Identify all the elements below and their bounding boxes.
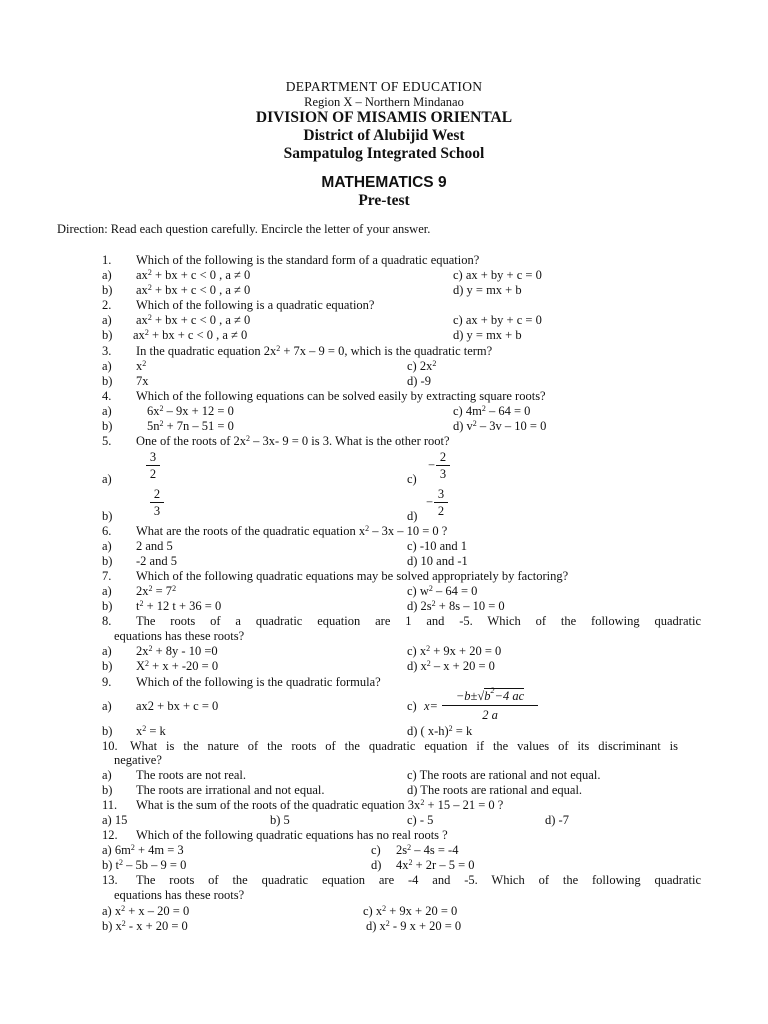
option-a[interactable]: $2x^2 = 7^2$ xyxy=(136,584,177,598)
question-number: 11. xyxy=(102,798,118,812)
option-b[interactable]: $t^2 + 12$ t + 36 = 0 xyxy=(136,599,222,613)
option-letter[interactable]: c) xyxy=(407,699,417,713)
option-c[interactable]: c) ax + by + c = 0 xyxy=(453,268,542,282)
question-number: 9. xyxy=(102,675,112,689)
option-letter[interactable]: a) xyxy=(102,359,112,373)
option-b[interactable]: b) $t^2 - 5b - 9 = 0$ xyxy=(102,858,187,872)
option-letter[interactable]: a) xyxy=(102,584,112,598)
option-b[interactable]: $ax^2$ + bx + c < 0 , a ≠ 0 xyxy=(136,283,251,297)
option-b[interactable]: The roots are irrational and not equal. xyxy=(136,783,325,797)
option-letter[interactable]: a) xyxy=(102,768,112,782)
option-letter[interactable]: b) xyxy=(102,659,113,673)
question-number: 12. xyxy=(102,828,118,842)
option-c[interactable]: c) ax + by + c = 0 xyxy=(453,313,542,327)
minus-sign: − xyxy=(426,495,434,509)
minus-sign: − xyxy=(428,458,436,472)
question-number: 6. xyxy=(102,524,112,538)
option-a[interactable]: $x^2$ xyxy=(136,359,147,373)
question-number: 4. xyxy=(102,389,112,403)
option-letter[interactable]: b) xyxy=(102,419,113,433)
question-number: 1. xyxy=(102,253,112,267)
option-b[interactable]: $X^2 + x + -20 = 0$ xyxy=(136,659,219,673)
option-letter[interactable]: b) xyxy=(102,554,113,568)
subject-title: MATHEMATICS 9 xyxy=(321,174,447,191)
question-text-cont: equations has these roots? xyxy=(114,629,245,643)
school-title: Sampatulog Integrated School xyxy=(283,145,485,162)
option-a[interactable]: $2x^2 + 8y - 10 =0$ xyxy=(136,644,218,658)
option-letter[interactable]: b) xyxy=(102,599,113,613)
question-text: Which of the following is a quadratic equation? xyxy=(136,298,375,312)
option-letter[interactable]: a) xyxy=(102,268,112,282)
option-a[interactable]: $ax^2$ + bx + c < 0 , a ≠ 0 xyxy=(136,313,251,327)
option-b[interactable]: b) $x^2 - x + 20 = 0$ xyxy=(102,919,188,933)
option-a[interactable]: a) $6m^2 + 4m = 3$ xyxy=(102,843,184,857)
option-a[interactable]: ax2 + bx + c = 0 xyxy=(136,699,219,713)
option-letter[interactable]: b) xyxy=(102,509,113,523)
question-text: In the quadratic equation $2x^2 + 7x - 9 = 0$, which is the quadratic term? xyxy=(136,344,493,358)
option-letter[interactable]: c) xyxy=(407,472,417,486)
question-number: 13. xyxy=(102,873,118,887)
option-b-fraction[interactable]: 2 3 xyxy=(150,487,164,518)
question-text: One of the roots of $2x^2 - 3x-$ 9 = 0 is 3. What is the other root? xyxy=(136,434,450,448)
question-text: Which of the following equations can be solved easily by extracting square roots? xyxy=(136,389,546,403)
question-number: 8. xyxy=(102,614,112,628)
option-b[interactable]: b) 5 xyxy=(270,813,290,827)
department-title: DEPARTMENT OF EDUCATION xyxy=(285,79,483,94)
option-a-fraction[interactable]: 3 2 xyxy=(146,450,160,481)
option-letter[interactable]: a) xyxy=(102,472,112,486)
option-d[interactable]: d) The roots are rational and equal. xyxy=(407,783,583,797)
direction-text: Direction: Read each question carefully. Encircle the letter of your answer. xyxy=(57,222,431,236)
question-text: Which of the following is the quadratic formula? xyxy=(136,675,381,689)
option-letter[interactable]: a) xyxy=(102,539,112,553)
option-c[interactable]: c) -10 and 1 xyxy=(407,539,468,553)
question-text: What are the roots of the quadratic equation $x^2 - 3x - 10 = 0$ ? xyxy=(136,524,448,538)
option-d[interactable]: d) $x^2 - x + 20 = 0$ xyxy=(407,659,495,673)
option-d[interactable]: d) $2s^2 + 8s - 10 = 0$ xyxy=(407,599,505,613)
option-letter[interactable]: b) xyxy=(102,724,113,738)
option-c[interactable]: $2s^2 - 4s = -4$ xyxy=(396,843,459,857)
question-text: What is the sum of the roots of the quadratic equation $3x^2 + 15 - 21 = 0$ ? xyxy=(136,798,504,812)
question-number: 10. xyxy=(102,739,118,753)
option-d[interactable]: d) $v^2 - 3v - 10 = 0$ xyxy=(453,419,547,433)
option-letter[interactable]: c) xyxy=(371,843,381,857)
option-b[interactable]: $ax^2$ + bx + c < 0 , a ≠ 0 xyxy=(133,328,248,342)
option-a[interactable]: $ax^2$ + bx + c < 0 , a ≠ 0 xyxy=(136,268,251,282)
option-a[interactable]: 2 and 5 xyxy=(136,539,173,553)
option-d[interactable]: d) $x^2 - 9$ x + 20 = 0 xyxy=(366,919,462,933)
option-d[interactable]: d) y = mx + b xyxy=(453,328,522,342)
option-d-fraction[interactable]: 3 2 xyxy=(434,487,448,518)
division-title: DIVISION OF MISAMIS ORIENTAL xyxy=(255,109,513,126)
option-a[interactable]: a) 15 xyxy=(102,813,128,827)
question-number: 7. xyxy=(102,569,112,583)
question-number: 5. xyxy=(102,434,112,448)
option-letter[interactable]: b) xyxy=(102,328,113,342)
option-a[interactable]: a) $x^2 + x - 20 = 0$ xyxy=(102,904,190,918)
question-text: Which of the following quadratic equations may be solved appropriately by factoring? xyxy=(136,569,569,583)
question-number: 2. xyxy=(102,298,112,312)
option-c[interactable]: c) The roots are rational and not equal. xyxy=(407,768,601,782)
question-text-cont: equations has these roots? xyxy=(114,888,245,902)
option-letter[interactable]: b) xyxy=(102,374,113,388)
region-title: Region X – Northern Mindanao xyxy=(304,95,464,109)
option-b[interactable]: -2 and 5 xyxy=(136,554,177,568)
option-a[interactable]: $6x^2 - 9x + 12 = 0$ xyxy=(147,404,234,418)
option-c[interactable]: c) $x^2 + 9x + 20 = 0$ xyxy=(407,644,502,658)
test-title: Pre-test xyxy=(358,192,410,209)
option-letter[interactable]: d) xyxy=(371,858,382,872)
question-text-cont: negative? xyxy=(114,753,162,767)
option-letter[interactable]: a) xyxy=(102,313,112,327)
option-c[interactable]: c) $x^2 + 9x + 20 = 0$ xyxy=(363,904,458,918)
option-c-fraction[interactable]: 2 3 xyxy=(436,450,450,481)
option-letter[interactable]: a) xyxy=(102,404,112,418)
option-d[interactable]: d) -7 xyxy=(545,813,569,827)
option-letter[interactable]: a) xyxy=(102,644,112,658)
option-a[interactable]: The roots are not real. xyxy=(136,768,247,782)
option-c[interactable]: c) - 5 xyxy=(407,813,434,827)
option-c[interactable]: c) $4m^2 - 64 = 0$ xyxy=(453,404,531,418)
question-text: The roots of the quadratic equation are -4 and -5. Which of the following quadratic xyxy=(136,873,701,887)
option-b[interactable]: $5n^2 + 7n - 51 = 0$ xyxy=(147,419,234,433)
option-b[interactable]: 7x xyxy=(136,374,149,388)
question-text: The roots of a quadratic equation are 1 and -5. Which of the following quadratic xyxy=(136,614,701,628)
district-title: District of Alubijid West xyxy=(303,127,465,144)
option-d[interactable]: d) 10 and -1 xyxy=(407,554,468,568)
option-d[interactable]: d) -9 xyxy=(407,374,431,388)
option-letter[interactable]: a) xyxy=(102,699,112,713)
option-letter[interactable]: b) xyxy=(102,783,113,797)
option-c[interactable]: c) $w^2 - 64 = 0$ xyxy=(407,584,478,598)
question-text: Which of the following is the standard form of a quadratic equation? xyxy=(136,253,480,267)
question-text: Which of the following quadratic equations has no real roots ? xyxy=(136,828,448,842)
option-d[interactable]: $4x^2 + 2r - 5 = 0$ xyxy=(396,858,475,872)
option-d[interactable]: d) y = mx + b xyxy=(453,283,522,297)
option-letter[interactable]: b) xyxy=(102,283,113,297)
question-text: What is the nature of the roots of the quadratic equation if the values of its discriminant is xyxy=(130,739,678,753)
option-c[interactable]: c) $2x^2$ xyxy=(407,359,437,373)
option-d[interactable]: d) ( x-h)$^2$ = k xyxy=(407,724,473,738)
option-letter[interactable]: d) xyxy=(407,509,418,523)
option-b[interactable]: $x^2 = k$ xyxy=(136,724,166,738)
question-number: 3. xyxy=(102,344,112,358)
